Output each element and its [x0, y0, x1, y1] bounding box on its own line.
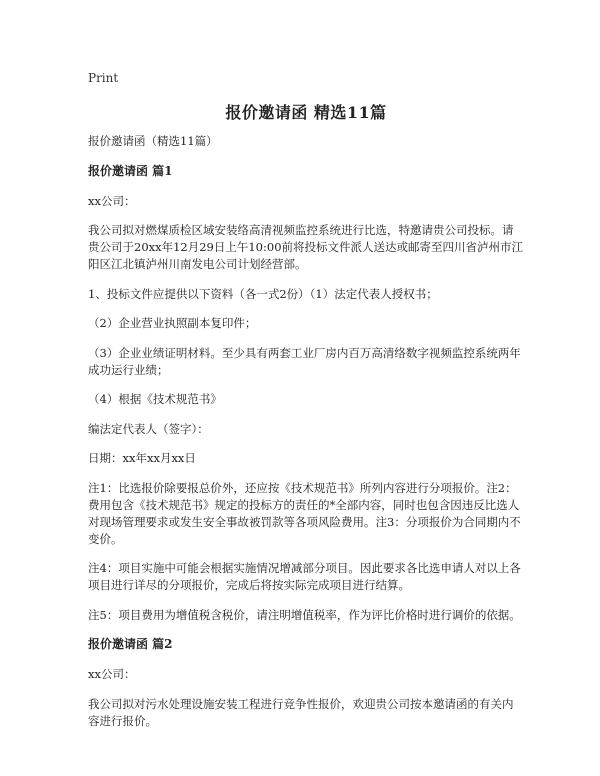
note-paragraph: 注1：比选报价除要报总价外，还应按《技术规范书》所列内容进行分项报价。注2：费用包含《技术规范书》规定的投标方的责任的*全部内容，同时也包含因违反比选人对现场管理要求或发生安全事故被罚款等各项风险费用。注3：分项报价为合同期内不变价。	[88, 480, 521, 546]
paragraph: 我公司拟对燃煤质检区域安装络高清视频监控系统进行比选，特邀请贵公司投标。请贵公司于20xx年12月29日上午10:00前将投标文件派人送达或邮寄至四川省泸州市江阳区江北镇泸州川南发电公司计划经营部。	[88, 223, 524, 271]
paragraph: （2）企业营业执照副本复印件；	[88, 316, 257, 330]
section-heading: 报价邀请函 篇2	[88, 637, 173, 651]
note-paragraph: 注4：项目实施中可能会根据实施情况增减部分项目。因此要求各比选申请人对以上各项目进行详尽的分项报价，完成后将按实际完成项目进行结算。	[88, 561, 521, 592]
paragraph: 1、投标文件应提供以下资料（各一式2份）（1）法定代表人授权书；	[88, 286, 438, 301]
print-link[interactable]: Print	[88, 71, 119, 85]
date-line: 日期：xx年xx月xx日	[88, 451, 196, 465]
document-title: 报价邀请函 精选11篇	[225, 103, 387, 122]
signature-line: 编法定代表人（签字）：	[88, 421, 209, 436]
paragraph: （3）企业业绩证明材料。至少具有两套工业厂房内百万高清络数字视频监控系统两年成功运行业绩；	[88, 345, 521, 377]
document-content	[88, 133, 524, 742]
document-subtitle: 报价邀请函（精选11篇）	[88, 134, 218, 148]
section-heading: 报价邀请函 篇1	[88, 163, 173, 178]
paragraph: （4）根据《技术规范书》	[88, 392, 222, 406]
note-paragraph: 注5：项目费用为增值税含税价，请注明增值税率，作为评比价格时进行调价的依据。	[88, 607, 521, 622]
paragraph: 我公司拟对污水处理设施安装工程进行竞争性报价，欢迎贵公司按本邀请函的有关内容进行报价。	[88, 696, 514, 728]
salutation: xx公司：	[88, 193, 136, 208]
salutation: xx公司：	[88, 667, 136, 681]
